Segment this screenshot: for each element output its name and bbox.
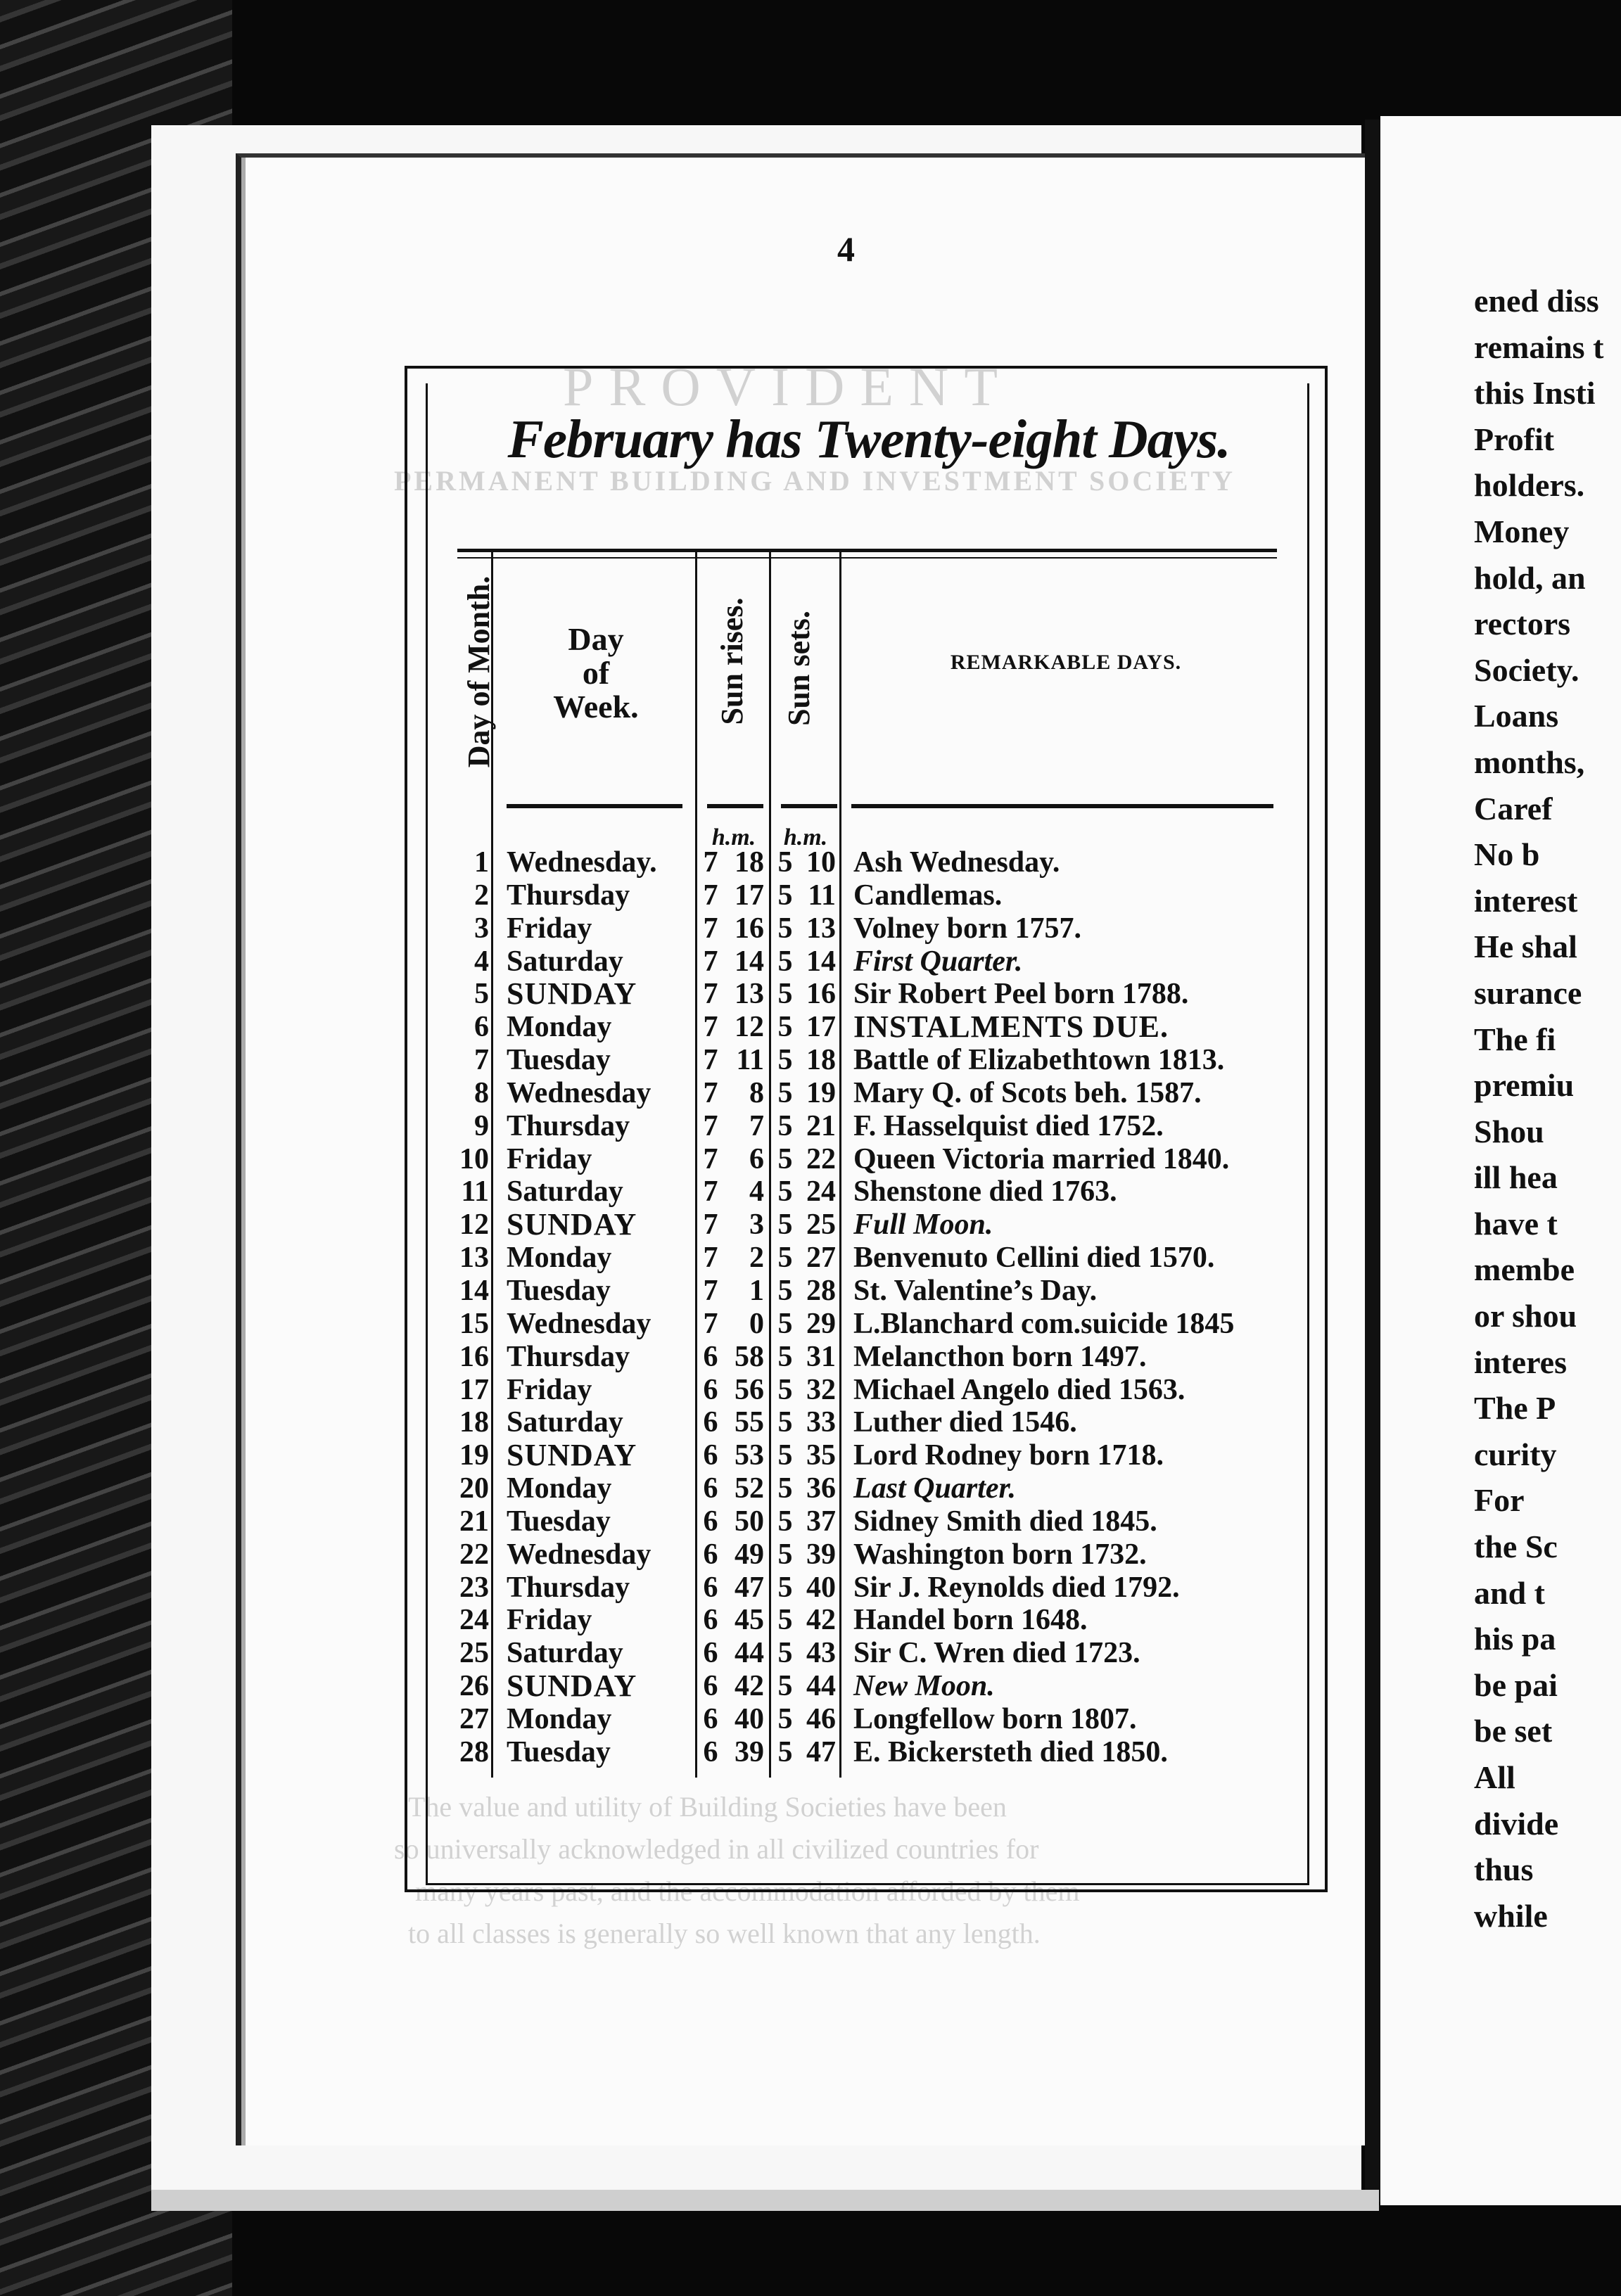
calendar-row	[0, 1208, 1621, 1242]
remarkable-event: Melancthon born 1497.	[853, 1340, 1147, 1373]
calendar-row	[0, 1571, 1621, 1605]
sunrise-minute: 52	[735, 1472, 764, 1505]
sunrise-minute: 50	[735, 1505, 764, 1538]
weekday: Wednesday	[507, 1307, 651, 1340]
day-of-month: 23	[459, 1571, 489, 1604]
sunset-hour: 5	[777, 1637, 793, 1670]
bleed-through-text: many years past, and the accommodation afforded by them	[415, 1875, 1080, 1907]
sunrise-hour: 6	[703, 1538, 718, 1571]
calendar-row	[0, 1011, 1621, 1044]
sunrise-hour: 7	[703, 1242, 718, 1275]
right-page-line: interes	[1474, 1344, 1568, 1380]
remarkable-event: Full Moon.	[853, 1208, 993, 1242]
sunset-hour: 5	[777, 1011, 793, 1044]
sunrise-hour: 6	[703, 1571, 718, 1604]
unit-label-rises: h.m.	[711, 824, 756, 850]
weekday: SUNDAY	[507, 976, 637, 1012]
sunset-hour: 5	[777, 1340, 793, 1373]
sunset-minute: 47	[806, 1735, 836, 1768]
sunrise-hour: 7	[703, 1142, 718, 1175]
right-page-line: his pa	[1474, 1621, 1556, 1657]
sunrise-minute: 7	[749, 1109, 764, 1142]
day-of-month: 27	[459, 1702, 489, 1735]
right-page-line: the Sc	[1474, 1529, 1558, 1565]
remarkable-event: Mary Q. of Scots beh. 1587.	[853, 1076, 1202, 1109]
sunrise-hour: 7	[703, 1307, 718, 1340]
calendar-row	[0, 1275, 1621, 1308]
weekday: Thursday	[507, 879, 630, 912]
sunrise-hour: 6	[703, 1670, 718, 1703]
sunset-minute: 27	[806, 1242, 836, 1275]
bleed-through-text: PERMANENT BUILDING AND INVESTMENT SOCIETY	[394, 465, 1236, 497]
right-page-line: rectors	[1474, 606, 1571, 642]
sunrise-minute: 47	[735, 1571, 764, 1604]
right-page-line: have t	[1474, 1205, 1558, 1242]
weekday: Monday	[507, 1011, 612, 1044]
sunrise-hour: 7	[703, 978, 718, 1011]
calendar-row	[0, 945, 1621, 978]
sunset-minute: 16	[806, 978, 836, 1011]
sunset-minute: 39	[806, 1538, 836, 1571]
calendar-row	[0, 912, 1621, 945]
remarkable-event: First Quarter.	[853, 945, 1023, 978]
bleed-through-text: so universally acknowledged in all civilized countries for	[394, 1833, 1039, 1865]
day-of-month: 11	[461, 1175, 489, 1208]
sunset-minute: 24	[806, 1175, 836, 1208]
remarkable-event: St. Valentine’s Day.	[853, 1274, 1098, 1307]
remarkable-event: Candlemas.	[853, 879, 1003, 912]
right-page-line: interest	[1474, 882, 1578, 919]
day-of-month: 25	[459, 1637, 489, 1670]
weekday: Tuesday	[507, 1044, 611, 1077]
remarkable-event: Sir J. Reynolds died 1792.	[853, 1571, 1180, 1604]
day-of-month: 22	[459, 1538, 489, 1571]
sunset-minute: 21	[806, 1109, 836, 1142]
header-remarkable-days: REMARKABLE DAYS.	[950, 651, 1182, 674]
right-page-line: surance	[1474, 974, 1582, 1011]
right-page-line: months,	[1474, 744, 1585, 780]
remarkable-event: New Moon.	[853, 1670, 995, 1703]
calendar-row	[0, 879, 1621, 912]
sunrise-minute: 45	[735, 1604, 764, 1637]
day-of-month: 17	[459, 1373, 489, 1406]
header-day-of-month: Day of Month.	[462, 575, 496, 768]
day-of-month: 3	[474, 912, 489, 945]
calendar-rows	[0, 846, 1621, 1769]
sunrise-hour: 7	[703, 1011, 718, 1044]
remarkable-event: Lord Rodney born 1718.	[853, 1439, 1164, 1472]
day-of-month: 8	[474, 1076, 489, 1109]
day-of-month: 7	[474, 1044, 489, 1077]
sunrise-minute: 56	[735, 1373, 764, 1406]
remarkable-event: Last Quarter.	[853, 1472, 1017, 1505]
sunset-minute: 29	[806, 1307, 836, 1340]
weekday: Monday	[507, 1242, 612, 1275]
sunrise-minute: 2	[749, 1242, 764, 1275]
weekday: Monday	[507, 1702, 612, 1735]
day-of-month: 28	[459, 1735, 489, 1768]
sunrise-hour: 7	[703, 1208, 718, 1242]
sunset-minute: 11	[808, 879, 836, 912]
right-page-line: membe	[1474, 1251, 1575, 1288]
sunset-hour: 5	[777, 1274, 793, 1307]
day-of-month: 6	[474, 1011, 489, 1044]
bleed-through-text: PROVIDENT	[563, 356, 1013, 417]
right-page-line: He shal	[1474, 929, 1577, 965]
weekday: Saturday	[507, 1637, 623, 1670]
sunset-hour: 5	[777, 1109, 793, 1142]
calendar-row	[0, 1538, 1621, 1571]
sunset-hour: 5	[777, 1373, 793, 1406]
remarkable-event: Benvenuto Cellini died 1570.	[853, 1242, 1215, 1275]
sunset-minute: 22	[806, 1142, 836, 1175]
calendar-row	[0, 1143, 1621, 1176]
remarkable-event: Queen Victoria married 1840.	[853, 1142, 1230, 1175]
sunset-hour: 5	[777, 1175, 793, 1208]
calendar-row	[0, 1044, 1621, 1077]
day-of-month: 24	[459, 1604, 489, 1637]
sunset-minute: 44	[806, 1670, 836, 1703]
sunset-minute: 32	[806, 1373, 836, 1406]
bleed-through-text: The value and utility of Building Societies have been	[408, 1791, 1007, 1823]
sunset-hour: 5	[777, 1505, 793, 1538]
page-number: 4	[837, 229, 855, 269]
weekday: Thursday	[507, 1109, 630, 1142]
sunset-minute: 18	[806, 1044, 836, 1077]
day-of-month: 2	[474, 879, 489, 912]
sunrise-hour: 6	[703, 1735, 718, 1768]
day-of-month: 16	[459, 1340, 489, 1373]
weekday: SUNDAY	[507, 1669, 637, 1704]
calendar-row	[0, 1703, 1621, 1736]
sunrise-hour: 7	[703, 1175, 718, 1208]
calendar-row	[0, 1341, 1621, 1374]
sunset-hour: 5	[777, 945, 793, 978]
day-of-month: 21	[459, 1505, 489, 1538]
sunrise-minute: 16	[735, 912, 764, 945]
sunset-hour: 5	[777, 1307, 793, 1340]
sunrise-minute: 42	[735, 1670, 764, 1703]
sunset-hour: 5	[777, 1406, 793, 1439]
weekday: Friday	[507, 1142, 592, 1175]
header-top-rule	[457, 549, 1277, 552]
sunset-minute: 25	[806, 1208, 836, 1242]
right-page-line: while	[1474, 1897, 1548, 1934]
sunset-minute: 19	[806, 1076, 836, 1109]
calendar-row	[0, 1175, 1621, 1208]
weekday: Wednesday	[507, 1076, 651, 1109]
remarkable-event: F. Hasselquist died 1752.	[853, 1109, 1164, 1142]
day-of-month: 19	[459, 1439, 489, 1472]
day-of-month: 20	[459, 1472, 489, 1505]
sunrise-hour: 7	[703, 1076, 718, 1109]
right-page-text	[1474, 278, 1621, 1939]
right-page-line: and t	[1474, 1574, 1545, 1611]
weekday: Friday	[507, 1373, 592, 1406]
calendar-row	[0, 1374, 1621, 1407]
calendar-row	[0, 1604, 1621, 1637]
right-page-line: be set	[1474, 1713, 1553, 1749]
sunset-minute: 42	[806, 1604, 836, 1637]
day-of-month: 26	[459, 1670, 489, 1703]
sunrise-minute: 11	[736, 1044, 764, 1077]
sunrise-hour: 7	[703, 846, 718, 879]
weekday: Monday	[507, 1472, 612, 1505]
weekday: Tuesday	[507, 1505, 611, 1538]
sunset-hour: 5	[777, 912, 793, 945]
remarkable-event: Luther died 1546.	[853, 1406, 1077, 1439]
sunrise-minute: 53	[735, 1439, 764, 1472]
sunset-minute: 31	[806, 1340, 836, 1373]
header-underline	[507, 804, 682, 808]
remarkable-event: Sidney Smith died 1845.	[853, 1505, 1157, 1538]
right-page-line: The P	[1474, 1390, 1556, 1427]
sunrise-minute: 4	[749, 1175, 764, 1208]
sunrise-hour: 7	[703, 1044, 718, 1077]
sunrise-minute: 17	[735, 879, 764, 912]
right-page-line: hold, an	[1474, 559, 1586, 596]
remarkable-event: L.Blanchard com.suicide 1845	[853, 1307, 1235, 1340]
header-top-rule-thin	[457, 557, 1277, 559]
right-page-line: The fi	[1474, 1021, 1556, 1057]
calendar-row	[0, 1077, 1621, 1110]
calendar-row	[0, 1472, 1621, 1505]
sunset-minute: 14	[806, 945, 836, 978]
weekday: SUNDAY	[507, 1438, 637, 1473]
remarkable-event: Sir Robert Peel born 1788.	[853, 978, 1189, 1011]
remarkable-event: Handel born 1648.	[853, 1604, 1088, 1637]
day-of-month: 10	[459, 1142, 489, 1175]
sunset-hour: 5	[777, 1076, 793, 1109]
remarkable-event: Michael Angelo died 1563.	[853, 1373, 1185, 1406]
remarkable-event: E. Bickersteth died 1850.	[853, 1735, 1168, 1768]
right-page-line: thus	[1474, 1851, 1534, 1888]
sunset-minute: 40	[806, 1571, 836, 1604]
weekday: Thursday	[507, 1571, 630, 1604]
unit-label-sets: h.m.	[783, 824, 828, 850]
remarkable-event: Longfellow born 1807.	[853, 1702, 1137, 1735]
sunset-hour: 5	[777, 1702, 793, 1735]
day-of-month: 14	[459, 1274, 489, 1307]
calendar-row	[0, 978, 1621, 1011]
calendar-row	[0, 1242, 1621, 1275]
page-bottom-edge	[151, 2190, 1379, 2211]
sunrise-minute: 18	[735, 846, 764, 879]
right-page-line: or shou	[1474, 1298, 1577, 1334]
sunset-minute: 28	[806, 1274, 836, 1307]
calendar-row	[0, 1736, 1621, 1769]
sunset-minute: 36	[806, 1472, 836, 1505]
sunrise-hour: 6	[703, 1340, 718, 1373]
sunrise-hour: 6	[703, 1637, 718, 1670]
right-page-line: Profit	[1474, 421, 1555, 457]
header-sun-sets: Sun sets.	[782, 611, 816, 726]
weekday: Wednesday	[507, 1538, 651, 1571]
remarkable-event: Ash Wednesday.	[853, 846, 1060, 879]
right-page-line: premiu	[1474, 1067, 1575, 1104]
sunrise-minute: 13	[735, 978, 764, 1011]
calendar-row	[0, 1505, 1621, 1538]
sunset-minute: 10	[806, 846, 836, 879]
weekday: Thursday	[507, 1340, 630, 1373]
right-page-line: curity	[1474, 1436, 1557, 1472]
right-page-line: For	[1474, 1482, 1525, 1519]
sunrise-hour: 7	[703, 879, 718, 912]
header-day-of-week	[501, 623, 691, 724]
weekday: SUNDAY	[507, 1207, 637, 1242]
right-page-line: divide	[1474, 1805, 1559, 1842]
sunset-hour: 5	[777, 1142, 793, 1175]
header-day-of-week-line: Day	[568, 621, 624, 657]
remarkable-event: INSTALMENTS DUE.	[853, 1009, 1169, 1045]
sunset-hour: 5	[777, 846, 793, 879]
header-day-of-week-line: Week.	[553, 689, 639, 725]
day-of-month: 18	[459, 1406, 489, 1439]
calendar-row	[0, 1637, 1621, 1670]
weekday: Saturday	[507, 945, 623, 978]
calendar-row	[0, 1110, 1621, 1143]
right-page-line: No b	[1474, 836, 1540, 873]
sunrise-minute: 49	[735, 1538, 764, 1571]
sunrise-hour: 6	[703, 1373, 718, 1406]
sunrise-hour: 7	[703, 1274, 718, 1307]
weekday: Saturday	[507, 1175, 623, 1208]
sunset-hour: 5	[777, 879, 793, 912]
sunrise-minute: 14	[735, 945, 764, 978]
sunrise-minute: 44	[735, 1637, 764, 1670]
sunset-hour: 5	[777, 1604, 793, 1637]
header-underline	[707, 804, 763, 808]
sunrise-minute: 3	[749, 1208, 764, 1242]
day-of-month: 12	[459, 1208, 489, 1242]
remarkable-event: Washington born 1732.	[853, 1538, 1147, 1571]
sunrise-hour: 6	[703, 1702, 718, 1735]
right-page-line: Shou	[1474, 1113, 1544, 1149]
right-page-line: Caref	[1474, 790, 1553, 827]
sunset-minute: 13	[806, 912, 836, 945]
calendar-title: February has Twenty-eight Days.	[507, 409, 1231, 469]
sunrise-minute: 12	[735, 1011, 764, 1044]
sunset-hour: 5	[777, 1208, 793, 1242]
day-of-month: 13	[459, 1242, 489, 1275]
sunset-minute: 43	[806, 1637, 836, 1670]
sunrise-hour: 6	[703, 1439, 718, 1472]
sunrise-minute: 1	[749, 1274, 764, 1307]
day-of-month: 15	[459, 1307, 489, 1340]
right-page-line: ill hea	[1474, 1159, 1558, 1196]
calendar-row	[0, 1670, 1621, 1703]
sunrise-minute: 8	[749, 1076, 764, 1109]
right-page-line: this Insti	[1474, 375, 1596, 412]
day-of-month: 9	[474, 1109, 489, 1142]
weekday: Saturday	[507, 1406, 623, 1439]
sunrise-hour: 7	[703, 1109, 718, 1142]
remarkable-event: Volney born 1757.	[853, 912, 1082, 945]
sunrise-hour: 7	[703, 945, 718, 978]
calendar-row	[0, 846, 1621, 879]
right-page-line: remains t	[1474, 329, 1604, 365]
sunrise-minute: 40	[735, 1702, 764, 1735]
weekday: Wednesday.	[507, 846, 657, 879]
remarkable-event: Battle of Elizabethtown 1813.	[853, 1044, 1225, 1077]
right-page-line: Society.	[1474, 651, 1579, 688]
day-of-month: 5	[474, 978, 489, 1011]
weekday: Tuesday	[507, 1735, 611, 1768]
right-page-line: ened diss	[1474, 283, 1599, 319]
sunrise-hour: 6	[703, 1406, 718, 1439]
sunset-hour: 5	[777, 978, 793, 1011]
header-underline	[781, 804, 837, 808]
remarkable-event: Shenstone died 1763.	[853, 1175, 1117, 1208]
header-sun-rises: Sun rises.	[715, 597, 749, 725]
day-of-month: 4	[474, 945, 489, 978]
sunrise-hour: 6	[703, 1505, 718, 1538]
calendar-row	[0, 1308, 1621, 1341]
right-page-line: All	[1474, 1759, 1515, 1795]
calendar-row	[0, 1439, 1621, 1472]
sunset-hour: 5	[777, 1044, 793, 1077]
sunset-hour: 5	[777, 1571, 793, 1604]
sunrise-minute: 0	[749, 1307, 764, 1340]
right-page-line: Money	[1474, 513, 1570, 549]
sunset-hour: 5	[777, 1439, 793, 1472]
sunset-minute: 37	[806, 1505, 836, 1538]
right-page-line: holders.	[1474, 467, 1585, 504]
sunset-hour: 5	[777, 1472, 793, 1505]
sunrise-minute: 55	[735, 1406, 764, 1439]
sunrise-hour: 6	[703, 1604, 718, 1637]
weekday: Tuesday	[507, 1274, 611, 1307]
sunset-hour: 5	[777, 1538, 793, 1571]
sunset-minute: 46	[806, 1702, 836, 1735]
sunset-minute: 33	[806, 1406, 836, 1439]
sunrise-hour: 7	[703, 912, 718, 945]
sunset-hour: 5	[777, 1242, 793, 1275]
weekday: Friday	[507, 912, 592, 945]
weekday: Friday	[507, 1604, 592, 1637]
sunset-minute: 35	[806, 1439, 836, 1472]
sunrise-minute: 6	[749, 1142, 764, 1175]
header-day-of-week-line: of	[582, 655, 610, 691]
sunrise-minute: 39	[735, 1735, 764, 1768]
remarkable-event: Sir C. Wren died 1723.	[853, 1637, 1140, 1670]
sunrise-minute: 58	[735, 1340, 764, 1373]
bleed-through-text: to all classes is generally so well known that any length.	[408, 1918, 1041, 1949]
sunset-minute: 17	[806, 1011, 836, 1044]
right-page-line: Loans	[1474, 698, 1559, 734]
sunset-hour: 5	[777, 1735, 793, 1768]
header-underline	[851, 804, 1273, 808]
calendar-row	[0, 1406, 1621, 1439]
day-of-month: 1	[474, 846, 489, 879]
right-page-line: be pai	[1474, 1666, 1558, 1703]
sunrise-hour: 6	[703, 1472, 718, 1505]
sunset-hour: 5	[777, 1670, 793, 1703]
